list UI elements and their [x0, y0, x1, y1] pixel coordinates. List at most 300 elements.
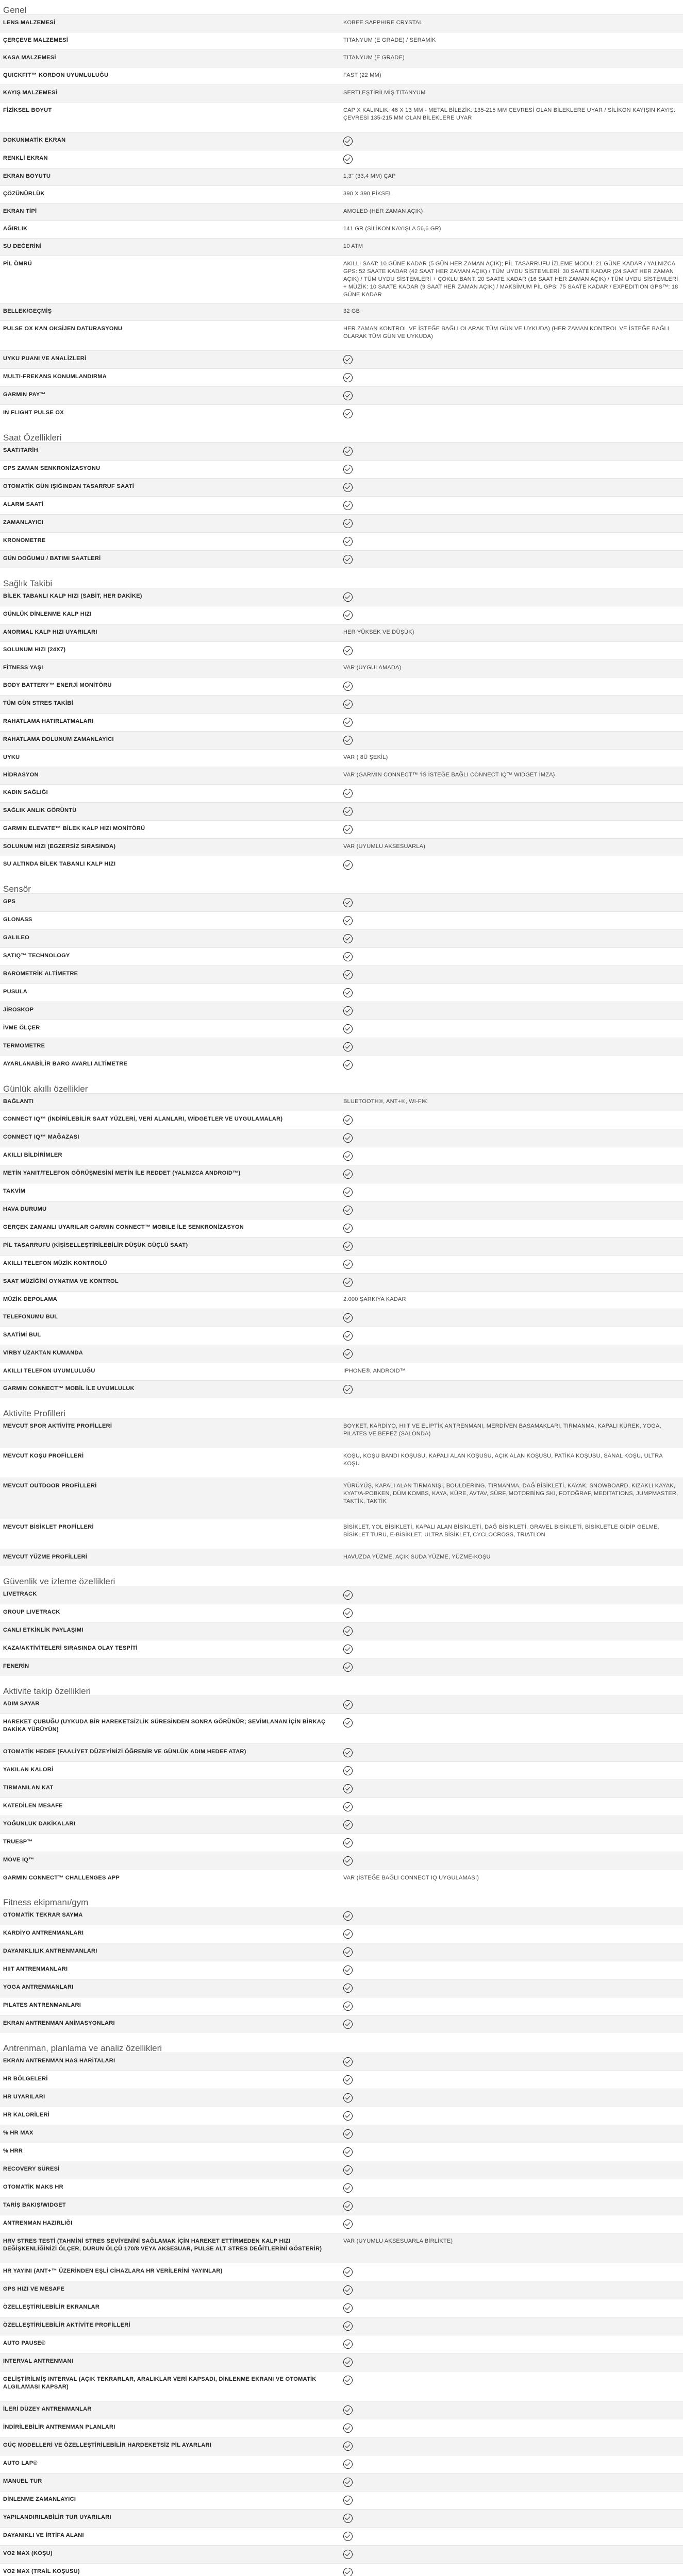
check-circle-icon	[343, 1331, 353, 1341]
spec-row	[0, 460, 683, 478]
spec-row	[0, 350, 683, 368]
check-circle-icon	[343, 898, 353, 907]
spec-label: RECOVERY SÜRESİ	[3, 2166, 60, 2172]
spec-row	[0, 1586, 683, 1604]
check-circle-icon	[343, 537, 353, 546]
spec-value	[340, 387, 683, 404]
check-circle-icon	[343, 2405, 353, 2415]
spec-value	[340, 2143, 683, 2161]
check-circle-icon	[343, 2057, 353, 2066]
spec-row	[0, 1761, 683, 1780]
spec-value	[340, 948, 683, 965]
check-circle-icon	[343, 2514, 353, 2523]
spec-value: 141 GR (SİLİKON KAYIŞLA 56,6 GR)	[343, 226, 441, 232]
check-circle-icon	[343, 1626, 353, 1636]
check-circle-icon	[343, 1663, 353, 1672]
spec-row	[0, 1418, 683, 1448]
check-circle-icon	[343, 391, 353, 400]
section-title: Sensör	[3, 884, 31, 894]
spec-label: BAROMETRİK ALTİMETRE	[3, 971, 78, 977]
check-circle-icon	[343, 2424, 353, 2433]
spec-row	[0, 1002, 683, 1020]
check-circle-icon	[343, 611, 353, 620]
spec-value	[340, 1327, 683, 1345]
spec-label: GLONASS	[3, 917, 32, 923]
spec-label: PİL ÖMRÜ	[3, 261, 32, 267]
spec-value	[340, 2353, 683, 2371]
spec-row	[0, 947, 683, 965]
spec-value	[340, 1640, 683, 1658]
spec-value	[340, 1345, 683, 1363]
spec-value	[340, 2473, 683, 2491]
check-circle-icon	[343, 1133, 353, 1143]
spec-value	[340, 2419, 683, 2437]
spec-value: BİSİKLET, YOL BİSİKLETİ, KAPALI ALAN BİSİKLETİ, DAĞ BİSİKLETİ, GRAVEL BİSİKLETİ, BİSİKLETLE GİDİP GELME, BİSİKLET TURU, E-BİSİKLET, ULTRA BİSİKLET, CYCLOCROSS, TRIATLON	[343, 1524, 659, 1538]
spec-value	[340, 2089, 683, 2107]
check-circle-icon	[343, 2478, 353, 2487]
section-title: Saat Özellikleri	[3, 433, 62, 443]
spec-row	[0, 838, 683, 856]
spec-row	[0, 2473, 683, 2491]
spec-label: BODY BATTERY™ ENERJİ MONİTÖRÜ	[3, 682, 112, 688]
spec-label: SAATİMİ BUL	[3, 1332, 41, 1338]
check-circle-icon	[343, 1929, 353, 1939]
spec-label: İLERİ DÜZEY ANTRENMANLAR	[3, 2406, 92, 2412]
spec-label: TARİŞ BAKIŞ/WIDGET	[3, 2202, 66, 2208]
spec-row	[0, 911, 683, 929]
spec-label: ÖZELLEŞTİRİLEBİLİR AKTİVİTE PROFİLLERİ	[3, 2322, 130, 2328]
spec-label: GARMIN CONNECT™ MOBİL İLE UYUMLULUK	[3, 1385, 135, 1392]
spec-section	[0, 1681, 683, 1887]
spec-value: VAR ( 8Ü ŞEKİL)	[343, 754, 388, 760]
spec-section	[0, 1892, 683, 2033]
spec-row	[0, 1961, 683, 1979]
spec-row	[0, 404, 683, 422]
spec-row	[0, 1519, 683, 1549]
spec-label: ANORMAL KALP HIZI UYARILARI	[3, 629, 97, 635]
spec-row	[0, 1714, 683, 1743]
spec-label: OTOMATİK HEDEF (FAALİYET DÜZEYİNİZİ ÖĞRENİR VE GÜNLÜK ADIM HEDEF ATAR)	[3, 1749, 246, 1755]
spec-row	[0, 221, 683, 238]
spec-value: VAR (UYGULAMADA)	[343, 665, 402, 671]
spec-row	[0, 802, 683, 820]
spec-value	[340, 821, 683, 838]
spec-label: TAKVİM	[3, 1188, 26, 1194]
check-circle-icon	[343, 483, 353, 492]
check-circle-icon	[343, 646, 353, 655]
spec-value	[340, 533, 683, 550]
spec-value	[340, 132, 683, 150]
spec-row	[0, 368, 683, 386]
spec-value	[340, 479, 683, 496]
spec-value	[340, 2161, 683, 2179]
spec-row	[0, 641, 683, 659]
spec-label: IN FLIGHT PULSE OX	[3, 410, 64, 416]
check-circle-icon	[343, 2460, 353, 2469]
spec-row	[0, 749, 683, 767]
spec-label: FİZİKSEL BOYUT	[3, 107, 52, 113]
check-circle-icon	[343, 1984, 353, 1993]
spec-value	[340, 1201, 683, 1219]
spec-row	[0, 659, 683, 677]
spec-row	[0, 2299, 683, 2317]
check-circle-icon	[343, 1911, 353, 1921]
spec-value	[340, 2317, 683, 2335]
spec-value: HER YÜKSEK VE DÜŞÜK)	[343, 629, 414, 635]
spec-row	[0, 1907, 683, 1925]
spec-row	[0, 1056, 683, 1074]
spec-label: ÇERÇEVE MALZEMESİ	[3, 37, 69, 43]
check-circle-icon	[343, 1151, 353, 1161]
spec-row	[0, 1273, 683, 1291]
spec-label: RAHATLAMA HATIRLATMALARI	[3, 718, 94, 724]
spec-value	[340, 1038, 683, 1056]
check-circle-icon	[343, 2165, 353, 2175]
spec-label: MEVCUT KOŞU PROFİLLERİ	[3, 1453, 84, 1459]
spec-label: MEVCUT YÜZME PROFİLLERİ	[3, 1554, 88, 1560]
spec-row	[0, 256, 683, 303]
spec-value: IPHONE®, ANDROID™	[343, 1368, 406, 1374]
spec-row	[0, 1870, 683, 1887]
spec-row	[0, 677, 683, 695]
spec-value	[340, 1714, 683, 1743]
spec-row	[0, 168, 683, 185]
section-title: Aktivite takip özellikleri	[3, 1686, 91, 1696]
spec-section	[0, 879, 683, 1074]
spec-label: LENS MALZEMESİ	[3, 20, 56, 26]
spec-label: SAAT MÜZİĞİNİ OYNATMA VE KONTROL	[3, 1278, 119, 1284]
spec-row	[0, 1255, 683, 1273]
spec-row	[0, 32, 683, 49]
spec-row	[0, 2317, 683, 2335]
spec-row	[0, 386, 683, 404]
spec-value	[340, 2263, 683, 2281]
spec-row	[0, 67, 683, 84]
spec-label: SAĞLIK ANLIK GÖRÜNTÜ	[3, 807, 77, 814]
spec-label: AKILLI TELEFON MÜZİK KONTROLÜ	[3, 1260, 107, 1266]
spec-value	[340, 1852, 683, 1870]
check-circle-icon	[343, 592, 353, 602]
spec-row	[0, 150, 683, 168]
spec-value	[340, 2335, 683, 2353]
spec-label: MÜZİK DEPOLAMA	[3, 1296, 58, 1302]
spec-row	[0, 2545, 683, 2563]
spec-value: SERTLEŞTİRİLMİŞ TITANYUM	[343, 90, 426, 96]
spec-label: GÜNLÜK DİNLENME KALP HIZI	[3, 611, 92, 617]
spec-row	[0, 84, 683, 102]
spec-section	[0, 2038, 683, 2576]
spec-row	[0, 2161, 683, 2179]
spec-row	[0, 1549, 683, 1566]
check-circle-icon	[343, 447, 353, 456]
spec-row	[0, 820, 683, 838]
spec-value	[340, 2510, 683, 2527]
spec-value	[340, 1129, 683, 1147]
spec-row	[0, 1219, 683, 1237]
spec-label: DAYANIKLILIK ANTRENMANLARI	[3, 1948, 97, 1954]
spec-label: VO2 MAX (KOŞU)	[3, 2550, 53, 2556]
spec-row	[0, 1380, 683, 1398]
spec-value: BOYKET, KARDİYO, HIIT VE ELİPTİK ANTRENMANI, MERDİVEN BASAMAKLARI, TIRMANMA, KAPALI KÜREK, YOGA, PILATES VE BEPEZ (SALONDA)	[343, 1423, 661, 1437]
check-circle-icon	[343, 736, 353, 745]
check-circle-icon	[343, 155, 353, 164]
spec-label: MULTI-FREKANS KONUMLANDIRMA	[3, 374, 107, 380]
spec-value	[340, 2371, 683, 2401]
check-circle-icon	[343, 2321, 353, 2331]
spec-label: AKILLI TELEFON UYUMLULUĞU	[3, 1368, 95, 1374]
spec-label: GERÇEK ZAMANLI UYARILAR GARMIN CONNECT™ MOBILE İLE SENKRONİZASYON	[3, 1224, 244, 1230]
spec-row	[0, 2143, 683, 2161]
spec-value	[340, 1309, 683, 1327]
check-circle-icon	[343, 1188, 353, 1197]
spec-row	[0, 2197, 683, 2215]
spec-label: EKRAN TİPİ	[3, 208, 37, 214]
check-circle-icon	[343, 555, 353, 564]
spec-label: HAVA DURUMU	[3, 1206, 47, 1212]
spec-row	[0, 1997, 683, 2015]
check-circle-icon	[343, 2020, 353, 2029]
spec-label: TIRMANILAN KAT	[3, 1785, 54, 1791]
spec-value: FAST (22 MM)	[343, 72, 381, 78]
spec-label: GALILEO	[3, 935, 29, 941]
check-circle-icon	[343, 1802, 353, 1811]
spec-label: İVME ÖLÇER	[3, 1025, 40, 1031]
check-circle-icon	[343, 970, 353, 979]
spec-row	[0, 2107, 683, 2125]
spec-row	[0, 1345, 683, 1363]
check-circle-icon	[343, 2093, 353, 2103]
spec-value	[340, 1925, 683, 1943]
spec-row	[0, 132, 683, 150]
spec-section	[0, 0, 683, 422]
spec-label: YOĞUNLUK DAKİKALARI	[3, 1821, 76, 1827]
check-circle-icon	[343, 825, 353, 834]
spec-label: DİNLENME ZAMANLAYICI	[3, 2496, 76, 2502]
spec-label: TERMOMETRE	[3, 1043, 45, 1049]
spec-value	[340, 2546, 683, 2563]
spec-row	[0, 185, 683, 203]
spec-value	[340, 1997, 683, 2015]
check-circle-icon	[343, 1838, 353, 1848]
check-circle-icon	[343, 373, 353, 382]
spec-section	[0, 428, 683, 568]
spec-row	[0, 2563, 683, 2576]
check-circle-icon	[343, 1856, 353, 1866]
spec-label: AKILLI BİLDİRİMLER	[3, 1152, 62, 1158]
spec-value	[340, 2564, 683, 2576]
spec-label: BAĞLANTI	[3, 1098, 34, 1105]
spec-value: VAR (UYUMLU AKSESUARLA)	[343, 843, 426, 850]
check-circle-icon	[343, 1206, 353, 1215]
spec-value	[340, 1056, 683, 1074]
spec-row	[0, 320, 683, 350]
spec-value: TITANYUM (E GRADE)	[343, 55, 405, 61]
check-circle-icon	[343, 1242, 353, 1251]
spec-row	[0, 1448, 683, 1478]
spec-row	[0, 1743, 683, 1761]
check-circle-icon	[343, 860, 353, 870]
spec-row	[0, 1696, 683, 1714]
spec-label: VIRBY UZAKTAN KUMANDA	[3, 1350, 83, 1356]
check-circle-icon	[343, 682, 353, 691]
spec-row	[0, 238, 683, 256]
check-circle-icon	[343, 934, 353, 943]
spec-label: FİTNESS YAŞI	[3, 665, 43, 671]
spec-row	[0, 2053, 683, 2071]
check-circle-icon	[343, 718, 353, 727]
spec-label: SATIQ™ TECHNOLOGY	[3, 953, 70, 959]
check-circle-icon	[343, 1224, 353, 1233]
check-circle-icon	[343, 1313, 353, 1323]
check-circle-icon	[343, 2568, 353, 2576]
spec-value	[340, 497, 683, 514]
spec-value	[340, 785, 683, 802]
spec-value: AMOLED (HER ZAMAN AÇIK)	[343, 208, 423, 214]
check-circle-icon	[343, 988, 353, 997]
spec-row	[0, 1093, 683, 1111]
check-circle-icon	[343, 1385, 353, 1394]
check-circle-icon	[343, 1766, 353, 1775]
spec-row	[0, 1943, 683, 1961]
check-circle-icon	[343, 2442, 353, 2451]
spec-label: PİL TASARRUFU (KİŞİSELLEŞTİRİLEBİLİR DÜŞÜK GÜÇLÜ SAAT)	[3, 1242, 188, 1248]
spec-label: EKRAN ANTRENMAN ANİMASYONLARI	[3, 2020, 115, 2026]
check-circle-icon	[343, 1700, 353, 1709]
spec-row	[0, 514, 683, 532]
spec-label: EKRAN ANTRENMAN HAS HARİTALARI	[3, 2058, 115, 2064]
spec-value	[340, 1834, 683, 1852]
spec-row	[0, 1309, 683, 1327]
spec-row	[0, 2527, 683, 2545]
spec-row	[0, 2125, 683, 2143]
check-circle-icon	[343, 355, 353, 364]
spec-row	[0, 550, 683, 568]
spec-value	[340, 803, 683, 820]
spec-label: MEVCUT BİSİKLET PROFİLLERİ	[3, 1524, 94, 1530]
spec-label: GÜÇ MODELLERİ VE ÖZELLEŞTİRİLEBİLİR HARDEKETSİZ PİL AYARLARI	[3, 2442, 212, 2448]
spec-label: INTERVAL ANTRENMANI	[3, 2358, 74, 2364]
spec-value	[340, 1979, 683, 1997]
spec-label: GÜN DOĞUMU / BATIMI SAATLERİ	[3, 555, 101, 562]
spec-row	[0, 2455, 683, 2473]
spec-label: QUICKFIT™ KORDON UYUMLULUĞU	[3, 72, 109, 78]
spec-label: HR KALORİLERİ	[3, 2112, 50, 2118]
spec-label: HRV STRES TESTİ (TAHMİNİ STRES SEVİYENİNİ SAĞLAMAK İÇİN HAREKET ETTİRMEDEN KALP HIZI DEĞİŞKENLİĞİNİZİ ÖLÇER, DURUN ÖLÇÜ 170/8 VEYA AKSESUAR, PULSE ALT STRES DEĞİTLERİNİ GÖSTERİR)	[3, 2238, 322, 2252]
spec-row	[0, 2491, 683, 2509]
spec-label: KARDİYO ANTRENMANLARI	[3, 1930, 84, 1936]
spec-label: FENERİN	[3, 1663, 29, 1669]
check-circle-icon	[343, 1260, 353, 1269]
spec-label: GROUP LIVETRACK	[3, 1609, 60, 1615]
check-circle-icon	[343, 1024, 353, 1033]
spec-value	[340, 677, 683, 695]
spec-label: ALARM SAATİ	[3, 501, 44, 507]
spec-value	[340, 461, 683, 478]
check-circle-icon	[343, 1947, 353, 1957]
spec-value	[340, 966, 683, 984]
spec-row	[0, 1291, 683, 1309]
spec-label: GPS HIZI VE MESAFE	[3, 2286, 65, 2292]
spec-value	[340, 1658, 683, 1676]
spec-label: GPS ZAMAN SENKRONİZASYONU	[3, 465, 101, 471]
spec-value: YÜRÜYÜŞ, KAPALI ALAN TIRMANIŞI, BOULDERING, TIRMANMA, DAĞ BİSİKLETİ, KAYAK, SNOWBOARD, KIZAKLI KAYAK, KYAT/A-POBKEN, DÜM KOMBS, KAYA, KÜRE, AVTAV, SÜRF, MOTORBİNG SKI, FOTOĞRAF, MEDITATIONS, JUMPMASTER, TAKTİK, TAKTİK	[343, 1483, 678, 1504]
spec-value	[340, 856, 683, 874]
check-circle-icon	[343, 2201, 353, 2211]
section-title: Güvenlik ve izleme özellikleri	[3, 1577, 115, 1586]
check-circle-icon	[343, 2496, 353, 2505]
check-circle-icon	[343, 2183, 353, 2193]
spec-row	[0, 965, 683, 984]
check-circle-icon	[343, 2358, 353, 2367]
spec-label: TÜM GÜN STRES TAKİBİ	[3, 700, 73, 706]
spec-label: HIIT ANTRENMANLARI	[3, 1966, 68, 1972]
spec-label: AUTO LAP®	[3, 2460, 38, 2466]
spec-row	[0, 49, 683, 67]
spec-label: SOLUNUM HIZI (EGZERSİZ SIRASINDA)	[3, 843, 116, 850]
check-circle-icon	[343, 2340, 353, 2349]
spec-row	[0, 2419, 683, 2437]
spec-value: VAR (İSTEĞE BAĞLI CONNECT IQ UYGULAMASI)	[343, 1875, 479, 1881]
spec-label: KAZA/AKTİVİTELERİ SIRASINDA OLAY TESPİTİ	[3, 1645, 138, 1651]
spec-value	[340, 1943, 683, 1961]
spec-label: LIVETRACK	[3, 1591, 37, 1597]
spec-row	[0, 1183, 683, 1201]
spec-label: SAAT/TARİH	[3, 447, 38, 453]
spec-value	[340, 405, 683, 422]
spec-value	[340, 1002, 683, 1020]
check-circle-icon	[343, 1645, 353, 1654]
spec-label: % HRR	[3, 2148, 23, 2154]
spec-row	[0, 2263, 683, 2281]
spec-label: ÖZELLEŞTİRİLEBİLİR EKRANLAR	[3, 2304, 100, 2310]
spec-value	[340, 2492, 683, 2509]
spec-label: BELLEK/GEÇMİŞ	[3, 308, 52, 314]
spec-label: MEVCUT OUTDOOR PROFİLLERİ	[3, 1483, 97, 1489]
spec-label: OTOMATİK TEKRAR SAYMA	[3, 1912, 83, 1918]
spec-label: AYARLANABİLİR BARO AVARLI ALTİMETRE	[3, 1061, 128, 1067]
check-circle-icon	[343, 2219, 353, 2229]
spec-label: EKRAN BOYUTU	[3, 173, 51, 179]
spec-value	[340, 2107, 683, 2125]
spec-value	[340, 1816, 683, 1834]
spec-row	[0, 2015, 683, 2033]
spec-row	[0, 2437, 683, 2455]
spec-label: HR UYARILARI	[3, 2094, 45, 2100]
spec-row	[0, 496, 683, 514]
spec-row	[0, 102, 683, 132]
spec-row	[0, 1363, 683, 1380]
spec-value: CAP X KALINLIK: 46 X 13 MM - METAL BİLEZİK: 135-215 MM ÇEVRESİ OLAN BİLEKLERE UYAR / SİLİKON KAYIŞIN KAYIŞ: ÇEVRESİ 135-215 MM OLAN BİLEKLERE UYAR	[343, 107, 676, 121]
spec-label: KATEDİLEN MESAFE	[3, 1803, 63, 1809]
spec-value	[340, 1274, 683, 1291]
check-circle-icon	[343, 1820, 353, 1829]
spec-value	[340, 1165, 683, 1183]
spec-row	[0, 624, 683, 641]
check-circle-icon	[343, 2267, 353, 2277]
spec-label: KAYIŞ MALZEMESİ	[3, 90, 57, 96]
spec-value	[340, 642, 683, 659]
spec-value	[340, 2437, 683, 2455]
spec-row	[0, 588, 683, 606]
spec-label: GARMIN ELEVATE™ BİLEK KALP HIZI MONİTÖRÜ	[3, 825, 145, 832]
spec-value	[340, 732, 683, 749]
spec-label: GARMIN CONNECT™ CHALLENGES APP	[3, 1875, 120, 1881]
check-circle-icon	[343, 2376, 353, 2385]
spec-value	[340, 2528, 683, 2545]
check-circle-icon	[343, 1965, 353, 1975]
spec-value: 32 GB	[343, 308, 360, 314]
spec-value	[340, 2125, 683, 2143]
